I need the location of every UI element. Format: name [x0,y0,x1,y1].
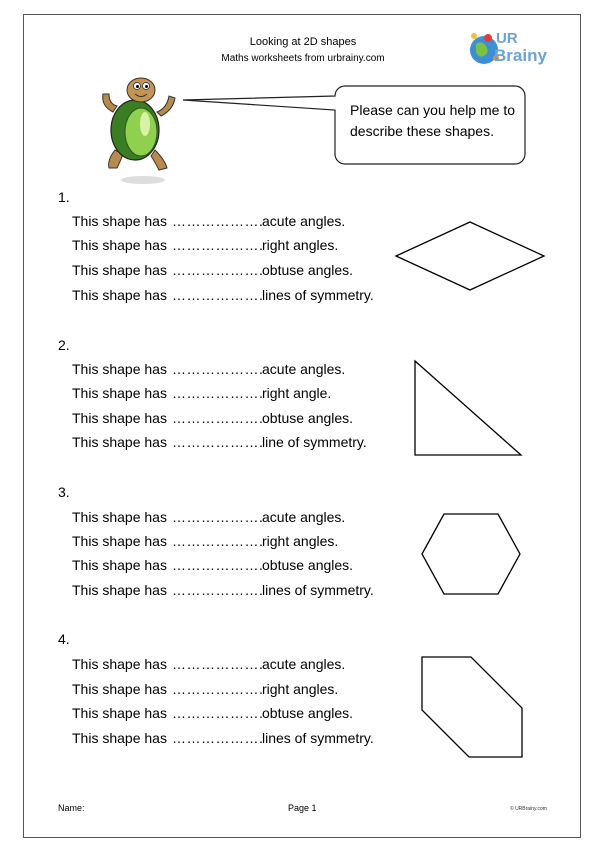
answer-blank[interactable]: ………………. [172,509,264,525]
answer-line [72,509,345,525]
line-lead: This shape has [72,557,167,573]
answer-blank[interactable]: ………………. [172,237,264,253]
answer-blank[interactable]: ………………. [172,730,264,746]
line-tail: obtuse angles. [262,262,354,278]
answer-blank[interactable]: ………………. [172,287,264,303]
answer-line [72,557,353,573]
answer-line [72,681,338,697]
answer-line [72,287,374,303]
line-lead: This shape has [72,262,167,278]
answer-blank[interactable]: ………………. [172,533,264,549]
name-label: Name: [58,803,85,813]
line-lead: This shape has [72,656,167,672]
line-lead: This shape has [72,237,167,253]
line-lead: This shape has [72,361,167,377]
answer-blank[interactable]: ………………. [172,557,264,573]
line-lead: This shape has [72,385,167,401]
hexagon-icon [420,511,522,597]
line-tail: acute angles. [262,656,346,672]
answer-blank[interactable]: ………………. [172,262,264,278]
answer-line [72,262,353,278]
line-tail: lines of symmetry. [262,287,374,303]
line-tail: lines of symmetry. [262,730,374,746]
answer-blank[interactable]: ………………. [172,434,264,450]
answer-line [72,434,367,450]
page-subtitle: Maths worksheets from urbrainy.com [221,53,385,64]
answer-line [72,410,353,426]
logo-brainy-text: Brainy [494,46,547,65]
line-lead: This shape has [72,509,167,525]
line-tail: obtuse angles. [262,410,354,426]
urbrainy-logo [466,26,566,74]
line-lead: This shape has [72,533,167,549]
right-triangle-icon [412,358,524,458]
answer-blank[interactable]: ………………. [172,681,264,697]
line-tail: acute angles. [262,213,346,229]
copyright-text: © URBrainy.com [510,806,547,812]
line-tail: right angles. [262,237,339,253]
line-tail: right angles. [262,681,339,697]
question-number: 3. [58,484,70,500]
turtle-mascot-icon [95,72,185,187]
line-tail: acute angles. [262,509,346,525]
answer-blank[interactable]: ………………. [172,582,264,598]
line-tail: right angle. [262,385,332,401]
line-lead: This shape has [72,681,167,697]
question-number: 2. [58,337,70,353]
answer-line [72,656,345,672]
answer-blank[interactable]: ………………. [172,361,264,377]
line-tail: right angles. [262,533,339,549]
answer-blank[interactable]: ………………. [172,656,264,672]
line-tail: line of symmetry. [262,434,367,450]
line-lead: This shape has [72,410,167,426]
page-number: Page 1 [288,803,317,813]
line-lead: This shape has [72,213,167,229]
speech-line-2: describe these shapes. [350,123,494,139]
answer-blank[interactable]: ………………. [172,213,264,229]
answer-line [72,582,374,598]
line-lead: This shape has [72,730,167,746]
line-lead: This shape has [72,705,167,721]
answer-line [72,705,353,721]
answer-blank[interactable]: ………………. [172,705,264,721]
answer-line [72,237,338,253]
answer-line [72,361,345,377]
irregular-hexagon-icon [419,654,525,760]
question-number: 1. [58,189,70,205]
answer-line [72,385,331,401]
line-lead: This shape has [72,582,167,598]
line-tail: lines of symmetry. [262,582,374,598]
speech-bubble-text [350,100,530,142]
logo-ur-text: UR [496,30,518,47]
line-lead: This shape has [72,434,167,450]
answer-line [72,213,345,229]
line-lead: This shape has [72,287,167,303]
rhombus-icon [394,220,546,292]
line-tail: obtuse angles. [262,557,354,573]
line-tail: obtuse angles. [262,705,354,721]
line-tail: acute angles. [262,361,346,377]
page-title: Looking at 2D shapes [249,36,357,48]
answer-blank[interactable]: ………………. [172,385,264,401]
question-number: 4. [58,631,70,647]
answer-line [72,730,374,746]
answer-line [72,533,338,549]
speech-line-1: Please can you help me to [350,102,515,118]
answer-blank[interactable]: ………………. [172,410,264,426]
